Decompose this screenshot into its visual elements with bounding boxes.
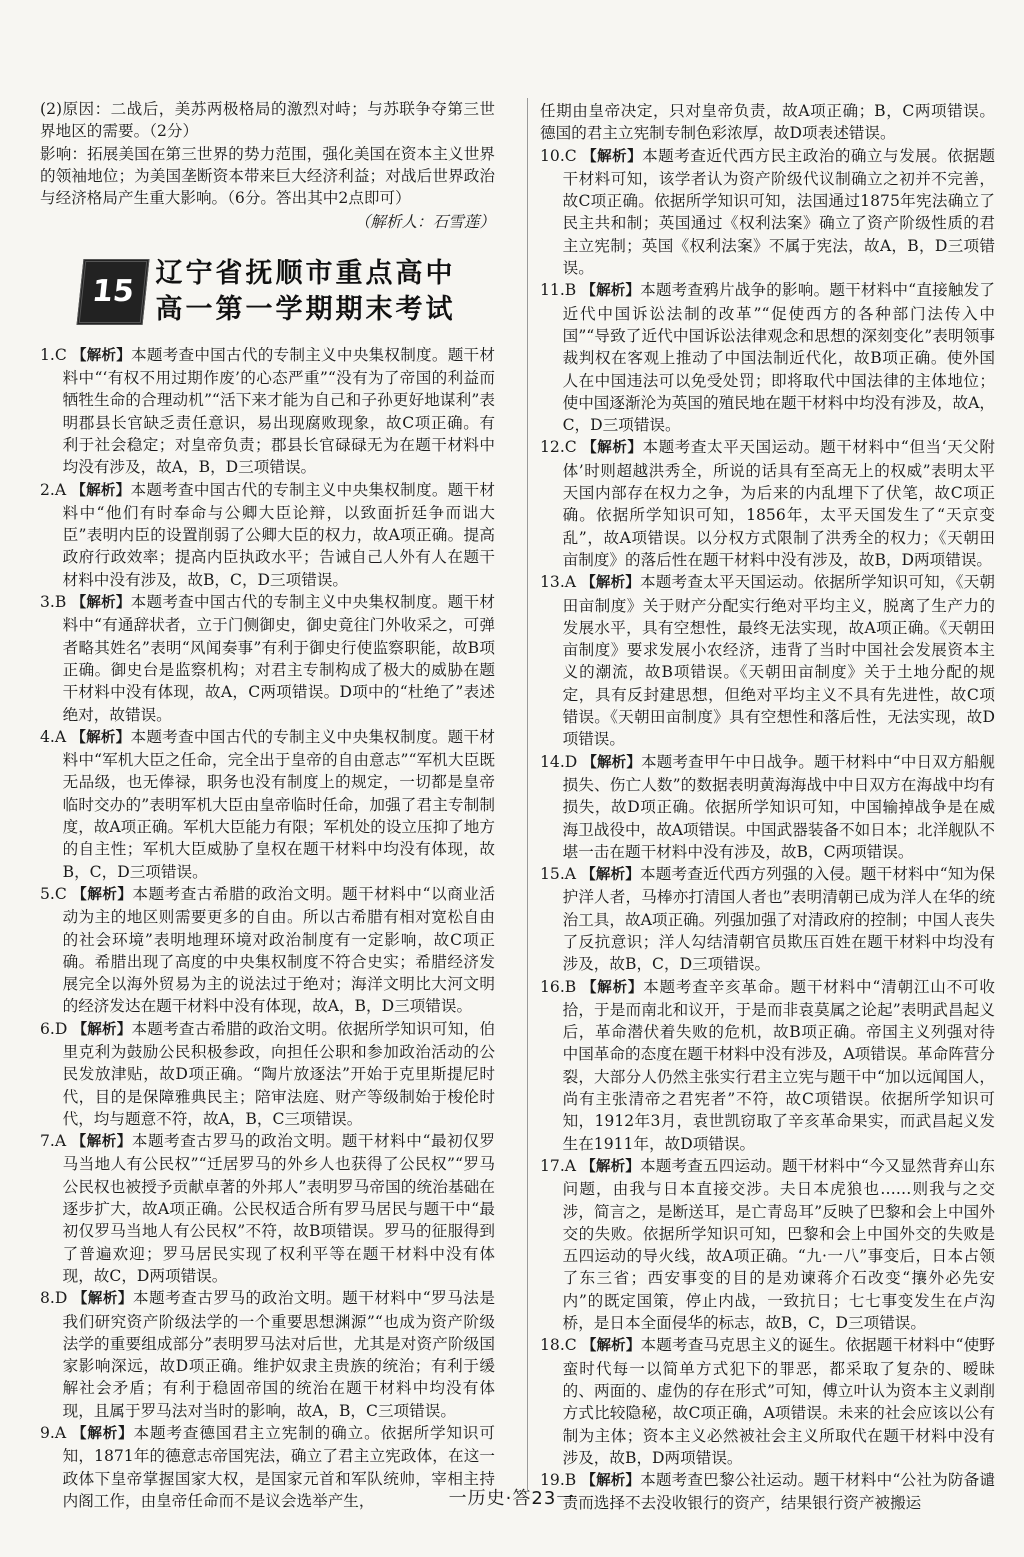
answer-item	[540, 1155, 995, 1334]
analysis-text: 本题考查巴黎公社运动。题干材料中“公社为防备谴责而选择不去没收银行的资产，结果银行资产被搬运	[562, 1471, 995, 1513]
answer-key: 1.C	[40, 345, 67, 364]
analysis-text: 本题考查德国君主立宪制的确立。依据所学知识可知，1871年的德意志帝国宪法，确立了君主立宪政体，在这一政体下皇帝掌握国家大权，是国家元首和军队统帅，宰相主持内阁工作，由皇帝任命而不是议会选举产生，	[62, 1424, 495, 1510]
analysis-text: 本题考查太平天国运动。依据所学知识可知，《天朝田亩制度》关于财产分配实行绝对平均主义，脱离了生产力的发展水平，具有空想性，最终无法实现，故A项正确。《天朝田亩制度》要求发展小农经济，违背了当时中国社会发展资本主义的潮流，故B项错误。《天朝田亩制度》关于土地分配的规定，具有反封建思想，但绝对平均主义不具有先进性，故C项错误。《天朝田亩制度》具有空想性和落后性，无法实现，故D项错误。	[562, 573, 996, 749]
analysis-tag: 【解析】	[582, 754, 641, 771]
analysis-text: 本题考查马克思主义的诞生。依据题干材料中“使野蛮时代每一以简单方式犯下的罪恶，都采取了复杂的、暧昧的、两面的、虚伪的存在形式”可知，傅立叶认为资本主义剥削方式比较隐秘，故C项正确，A项错误。未来的社会应该以公有制为主体；资本主义必然被社会主义所取代在题干材料中没有涉及，故B，D两项错误。	[562, 1336, 995, 1467]
answer-key: 12.C	[540, 438, 577, 457]
answer-item	[40, 591, 495, 726]
answer-item	[40, 1287, 495, 1422]
analysis-tag: 【解析】	[72, 1291, 133, 1308]
answer-key: 16.B	[540, 977, 577, 996]
answer-key: 10.C	[540, 146, 577, 165]
analysis-tag: 【解析】	[582, 440, 643, 457]
section-number-badge: 15	[76, 259, 149, 325]
analysis-text: 本题考查中国古代的专制主义中央集权制度。题干材料中“有通辞状者，立于门侧御史，御史竟往门外收采之，可弹者略其姓名”表明“风闻奏事”有利于御史行使监察职能，故B项正确。御史台是监察机构；对君主专制构成了极大的威胁在题干材料中没有体现，故A，C两项错误。D项中的“杜绝了”表述绝对，故错误。	[62, 593, 495, 724]
analysis-tag: 【解析】	[581, 283, 641, 300]
analysis-text: 本题考查太平天国运动。题干材料中“但当‘天父附体’时则超越洪秀全，所说的话具有至高无上的权威”表明太平天国内部存在权力之争，为后来的内乱埋下了伏笔，故C项正确。依据所学知识可知，1856年，太平天国发生了“天京变乱”，故A项错误。以分权方式限制了洪秀全的权力；《天朝田亩制度》的落后性在题干材料中没有涉及，故B，D两项错误。	[562, 438, 995, 569]
analysis-tag: 【解析】	[582, 148, 643, 165]
answer-item	[540, 571, 995, 750]
column-divider	[527, 98, 528, 1490]
answer-key: 5.C	[40, 884, 67, 903]
analysis-tag: 【解析】	[71, 482, 131, 499]
intro-paragraph: (2)原因：二战后，美苏两极格局的激烈对峙；与苏联争夺第三世界地区的需要。（2分）	[40, 100, 495, 141]
answer-item	[540, 436, 995, 571]
analysis-tag: 【解析】	[581, 575, 640, 592]
section-title-line1: 辽宁省抚顺市重点高中	[155, 257, 456, 289]
analysis-text: 本题考查中国古代的专制主义中央集权制度。题干材料中“他们有时奉命与公卿大臣论辩，以致面折廷争而诎大臣”表明内臣的设置削弱了公卿大臣的权力，故A项正确。提高政府行政效率；提高内臣执政水平；告诫自己人外有人在题干材料中没有涉及，故B，C，D三项错误。	[62, 480, 495, 589]
analysis-tag: 【解析】	[582, 979, 644, 996]
analysis-text: 本题考查近代西方民主政治的确立与发展。依据题干材料可知，该学者认为资产阶级代议制确立之初并不完善，故C项正确。依据所学知识可知，法国通过1875年宪法确立了民主共和制；英国通过《权利法案》确立了资产阶级性质的君主立宪制；英国《权利法案》不属于宪法，故A，B，D三项错误。	[562, 146, 995, 278]
answer-item	[540, 751, 995, 863]
analysis-tag: 【解析】	[581, 1473, 641, 1490]
answer-item	[540, 1334, 995, 1469]
analysis-text: 本题考查近代西方列强的入侵。题干材料中“知为保护洋人者，马棒亦打清国人者也”表明清朝已成为洋人在华的统治工具，故A项正确。列强加强了对清政府的控制；中国人丧失了反抗意识；洋人勾结清朝官员欺压百姓在题干材料中均没有涉及，故B，C，D三项错误。	[562, 865, 995, 974]
section-title-line2: 高一第一学期期末考试	[155, 293, 456, 325]
analysis-text: 本题考查中国古代的专制主义中央集权制度。题干材料中“军机大臣之任命，完全出于皇帝的自由意志”“军机大臣既无品级，也无俸禄，职务也没有制度上的规定，一切都是皇帝临时交办的”表明军机大臣由皇帝临时任命，加强了君主专制制度，故A项正确。军机大臣能力有限；军机处的设立压抑了地方的自主性；军机大臣威胁了皇权在题干材料中均没有体现，故B，C，D三项错误。	[62, 727, 495, 881]
answer-item	[540, 145, 995, 280]
analysis-text: 本题考查古罗马的政治文明。题干材料中“最初仅罗马当地人有公民权”“迁居罗马的外乡人也获得了公民权”“罗马公民权也被授予贡献卓著的外邦人”表明罗马帝国的统治基础在逐步扩大，故A项正确。公民权适合所有罗马居民与题干中“最初仅罗马当地人有公民权”不符，故B项错误。罗马的征服得到了普遍欢迎；罗马居民实现了权利平等在题干材料中没有体现，故C，D两项错误。	[62, 1132, 495, 1285]
analysis-tag: 【解析】	[581, 1158, 640, 1175]
analysis-tag: 【解析】	[71, 595, 131, 612]
analysis-text: 本题考查五四运动。题干材料中“今又显然背弃山东问题，由我与日本直接交涉。夫日本虎狼也……则我与之交涉，简言之，是断送耳，是亡青岛耳”反映了巴黎和会上中国外交的失败。依据所学知识可知，巴黎和会上中国外交的失败是五四运动的导火线，故A项正确。“九·一八”事变后，日本占领了东三省；西安事变的目的是劝谏蒋介石改变“攘外必先安内”的既定国策，停止内战，一致抗日；七七事变发生在卢沟桥，是日本全面侵华的标志，故B，C，D三项错误。	[562, 1156, 995, 1333]
right-answer-list	[540, 145, 995, 1515]
answer-key: 7.A	[40, 1132, 67, 1151]
analysis-text: 本题考查鸦片战争的影响。题干材料中“直接触发了近代中国诉讼法制的改革”“促使西方的各种部门法传入中国”“导致了近代中国诉讼法律观念和思想的深刻变化”表明领事裁判权在客观上推动了中国法制近代化，故B项正确。使外国人在中国违法可以免受处罚；即将取代中国法律的主体地位；使中国逐渐沦为英国的殖民地在题干材料中均没有涉及，故A，C，D三项错误。	[562, 281, 995, 435]
answer-key: 9.A	[40, 1424, 67, 1443]
analysis-tag: 【解析】	[581, 867, 640, 884]
analysis-tag: 【解析】	[72, 886, 133, 903]
answer-key: 6.D	[40, 1019, 68, 1038]
answer-key: 17.A	[540, 1156, 577, 1175]
analysis-tag: 【解析】	[72, 347, 131, 364]
answer-item	[40, 726, 495, 883]
answer-item	[540, 976, 995, 1155]
answer-key: 14.D	[540, 752, 578, 771]
answer-item	[40, 344, 495, 479]
answer-item	[40, 883, 495, 1018]
answer-item	[40, 479, 495, 591]
right-column	[540, 100, 995, 1515]
answer-key: 15.A	[540, 865, 577, 884]
answer-item	[540, 863, 995, 975]
analysis-text: 本题考查辛亥革命。题干材料中“清朝江山不可收拾，于是而南北和议开，于是而非袁莫属之论起”表明武昌起义后，革命潜伏着失败的危机，故B项正确。帝国主义列强对待中国革命的态度在题干材料中没有涉及，A项错误。革命阵营分裂，大部分人仍然主张实行君主立宪与题干中“加以远闻国人，尚有主张清帝之君宪者”不符，故C项错误。依据所学知识可知，1912年3月，袁世凯窃取了辛亥革命果实，而武昌起义发生在1911年，故D项错误。	[562, 977, 995, 1153]
left-answer-list	[40, 344, 495, 1512]
answer-key: 18.C	[540, 1336, 577, 1355]
answer-item	[40, 1130, 495, 1287]
intro-paragraph: 影响：拓展美国在第三世界的势力范围，强化美国在资本主义世界的领袖地位；为美国垄断资本带来巨大经济利益；对战后世界政治与经济格局产生重大影响。（6分。答出其中2点即可）	[40, 144, 495, 208]
answer-key: 13.A	[540, 573, 577, 592]
analysis-text: 本题考查古罗马的政治文明。题干材料中“罗马法是我们研究资产阶级法学的一个重要思想渊源”“也成为资产阶级法学的重要组成部分”表明罗马法对后世，尤其是对资产阶级国家影响深远，故D项正确。维护奴隶主贵族的统治；有利于缓解社会矛盾；有利于稳固帝国的统治在题干材料中均没有体现，且属于罗马法对当时的影响，故A，B，C三项错误。	[62, 1289, 495, 1420]
analyst-signature: （解析人：石雪莲）	[354, 213, 495, 232]
answer-key: 19.B	[540, 1471, 577, 1490]
analysis-text: 本题考查古希腊的政治文明。题干材料中“以商业活动为主的地区则需要更多的自由。所以古希腊有相对宽松自由的社会环境”表明地理环境对政治制度有一定影响，故C项正确。希腊出现了高度的中央集权制度不符合史实；希腊经济发展完全以海外贸易为主的说法过于绝对；海洋文明比大河文明的经济发达在题干材料中没有体现，故A，B，D三项错误。	[62, 884, 495, 1016]
exam-section-header	[40, 246, 495, 338]
answer-item	[540, 279, 995, 436]
answer-key: 11.B	[540, 281, 577, 300]
analysis-tag: 【解析】	[71, 1426, 134, 1443]
answer-key: 4.A	[40, 727, 67, 746]
answer-key: 8.D	[40, 1289, 68, 1308]
analysis-tag: 【解析】	[581, 1338, 641, 1355]
answer-key: 2.A	[40, 480, 67, 499]
analysis-tag: 【解析】	[71, 729, 131, 746]
analysis-tag: 【解析】	[71, 1134, 132, 1151]
analysis-text: 本题考查中国古代的专制主义中央集权制度。题干材料中“‘有权不用过期作废’的心态严重”“没有为了帝国的利益而牺牲生命的合理动机”“活下来才能为自己和子孙更好地谋利”表明郡县长官缺乏责任意识，易出现腐败现象，故C项正确。有利于社会稳定；对皇帝负责；郡县长官碌碌无为在题干材料中均没有涉及，故A，B，D三项错误。	[62, 345, 495, 477]
continuation-text: 任期由皇帝决定，只对皇帝负责，故A项正确；B，C两项错误。德国的君主立宪制专制色彩浓厚，故D项表述错误。	[540, 102, 995, 143]
analysis-text: 本题考查甲午中日战争。题干材料中“中日双方船舰损失、伤亡人数”的数据表明黄海海战中中日双方在海战中均有损失，故D项正确。依据所学知识可知，中国输掉战争是在威海卫战役中，故A项错误。中国武器装备不如日本；北洋舰队不堪一击在题干材料中没有涉及，故B，C两项错误。	[562, 752, 995, 861]
answer-item	[40, 1018, 495, 1130]
answer-key: 3.B	[40, 593, 67, 612]
analysis-tag: 【解析】	[72, 1021, 132, 1038]
page-footer: 一历史·答23一	[448, 1488, 576, 1509]
left-column	[40, 98, 495, 1512]
section-title	[156, 256, 456, 328]
analysis-text: 本题考查古希腊的政治文明。依据所学知识可知，伯里克利为鼓励公民积极参政，向担任公职和参加政治活动的公民发放津贴，故D项正确。“陶片放逐法”开始于克里斯提尼时代，目的是保障雅典民主；陪审法庭、财产等级制始于梭伦时代，均与题意不符，故A，B，C三项错误。	[62, 1019, 495, 1128]
